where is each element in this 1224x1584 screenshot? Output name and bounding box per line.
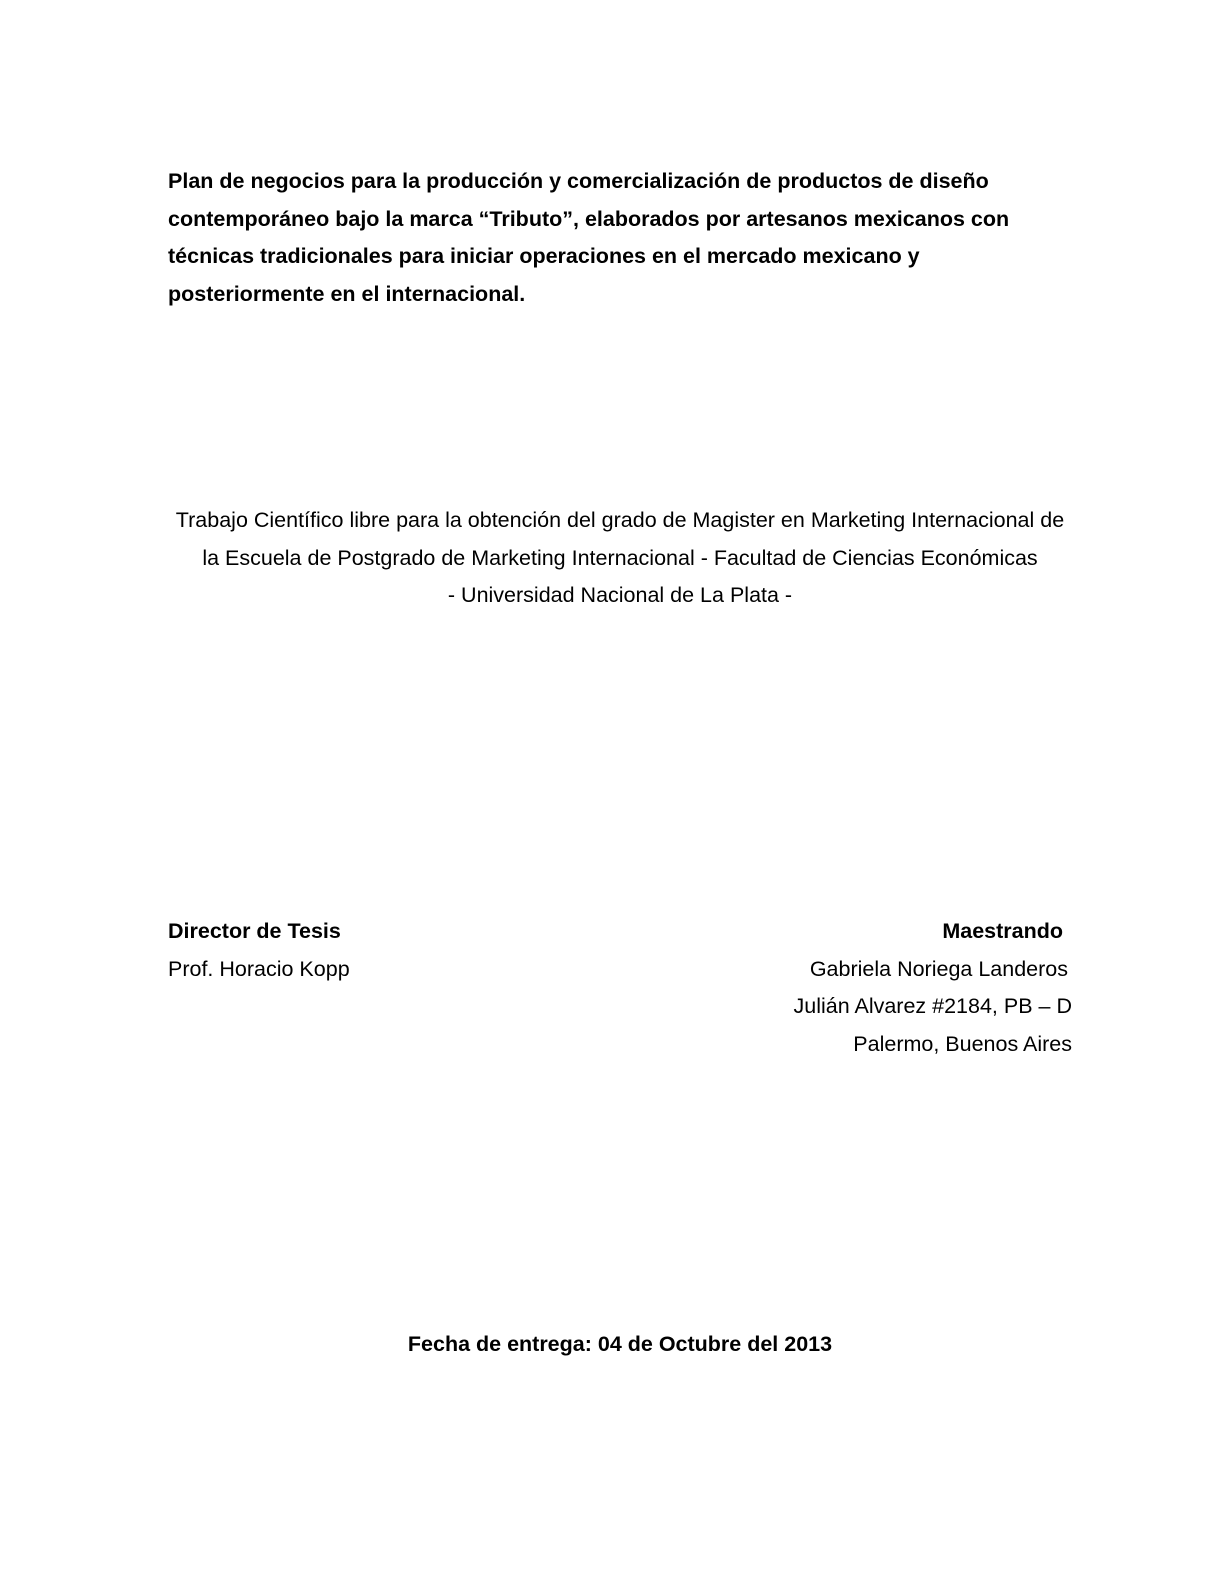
title-line: Plan de negocios para la producción y comercialización de productos de diseño xyxy=(168,169,989,193)
delivery-date: Fecha de entrega: 04 de Octubre del 2013 xyxy=(407,1332,833,1356)
student-block xyxy=(794,913,1072,1064)
title-line: contemporáneo bajo la marca “Tributo”, elaborados por artesanos mexicanos con xyxy=(168,206,1010,231)
degree-line: la Escuela de Postgrado de Marketing Internacional - Facultad de Ciencias Económicas xyxy=(202,545,1038,570)
student-name: Gabriela Noriega Landeros xyxy=(809,956,1068,981)
document-title xyxy=(168,163,1068,314)
student-city: Palermo, Buenos Aires xyxy=(853,1032,1072,1057)
director-label: Director de Tesis xyxy=(168,919,341,943)
director-name: Prof. Horacio Kopp xyxy=(168,956,350,981)
student-address: Julián Alvarez #2184, PB – D xyxy=(793,994,1072,1019)
title-line: posteriormente en el internacional. xyxy=(168,282,526,307)
degree-description xyxy=(150,502,1090,615)
thesis-director-block xyxy=(168,913,350,988)
degree-line: - Universidad Nacional de La Plata - xyxy=(447,583,793,608)
title-line: técnicas tradicionales para iniciar operaciones en el mercado mexicano y xyxy=(168,244,920,269)
student-label: Maestrando xyxy=(942,919,1063,943)
degree-line: Trabajo Científico libre para la obtención del grado de Magister en Marketing Internacional de xyxy=(175,508,1065,532)
